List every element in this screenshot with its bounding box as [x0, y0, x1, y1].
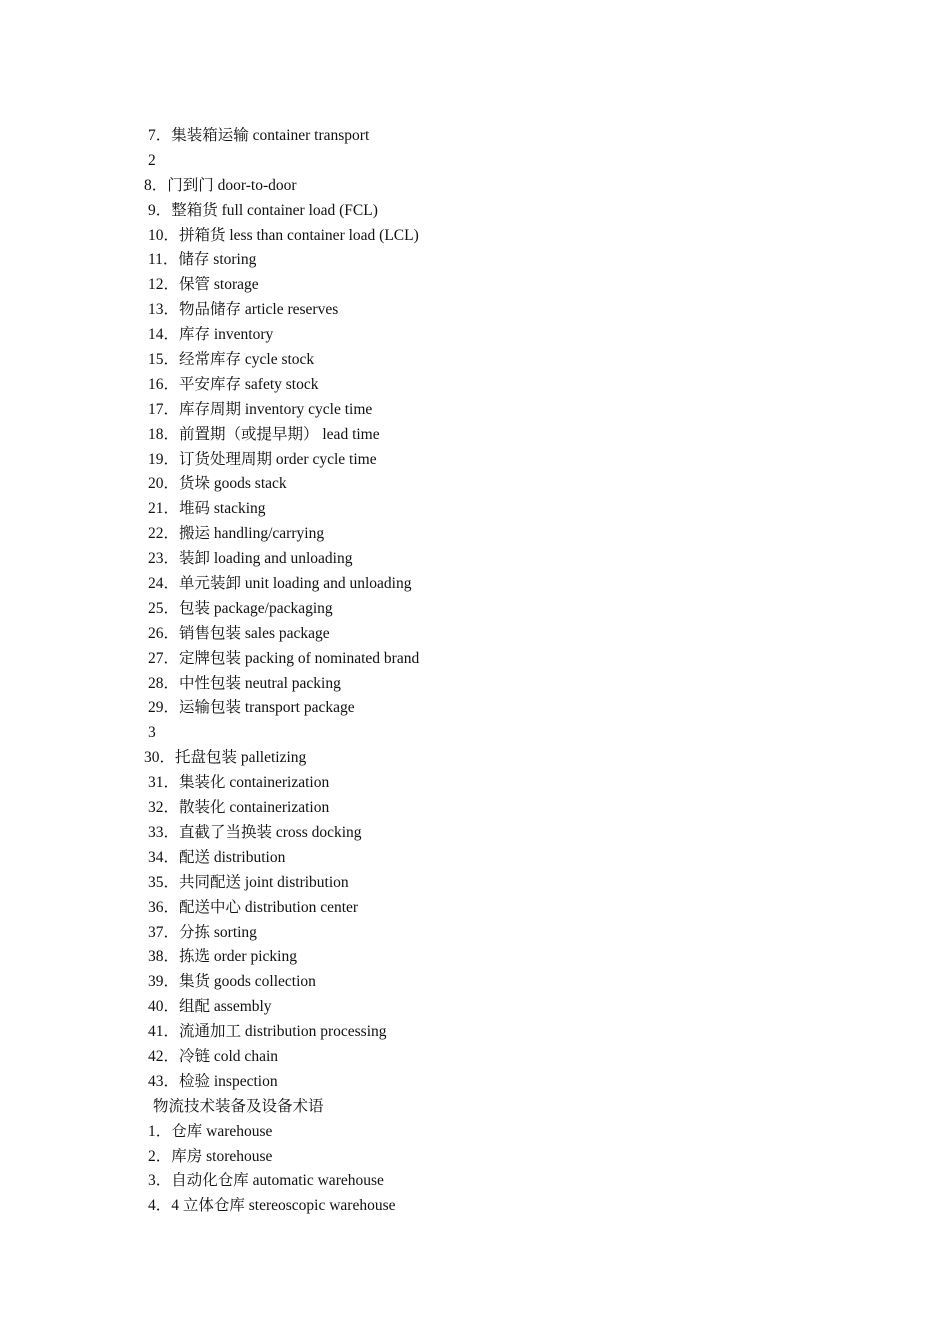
term-line-36: 36．配送中心 distribution center [148, 898, 359, 916]
equipment-term-line-3: 3．自动化仓库 automatic warehouse [148, 1172, 384, 1190]
term-line-39: 39．集货 goods collection [148, 973, 316, 991]
term-line-20: 20．货垛 goods stack [148, 475, 287, 493]
term-line-43: 43．检验 inspection [148, 1072, 278, 1090]
page-number-3: 3 [148, 724, 156, 742]
term-line-16: 16．平安库存 safety stock [148, 375, 319, 393]
term-line-11: 11．储存 storing [148, 251, 257, 269]
term-line-41: 41．流通加工 distribution processing [148, 1023, 387, 1041]
term-line-38: 38．拣选 order picking [148, 948, 297, 966]
term-line-13: 13．物品储存 article reserves [148, 301, 339, 319]
term-line-25: 25．包装 package/packaging [148, 599, 333, 617]
term-list [0, 124, 950, 1219]
term-line-10: 10．拼箱货 less than container load (LCL) [148, 226, 419, 244]
term-line-21: 21．堆码 stacking [148, 500, 266, 518]
term-line-23: 23．装卸 loading and unloading [148, 550, 353, 568]
term-line-40: 40．组配 assembly [148, 998, 272, 1016]
term-line-37: 37．分拣 sorting [148, 923, 257, 941]
term-line-28: 28．中性包装 neutral packing [148, 674, 341, 692]
term-line-12: 12．保管 storage [148, 276, 259, 294]
term-line-27: 27．定牌包装 packing of nominated brand [148, 649, 420, 667]
term-line-26: 26．销售包装 sales package [148, 624, 330, 642]
section-heading: 物流技术装备及设备术语 [153, 1097, 324, 1115]
term-line-18: 18．前置期（或提早期） lead time [148, 425, 380, 443]
equipment-term-line-4: 4．4 立体仓库 stereoscopic warehouse [148, 1197, 396, 1215]
term-line-15: 15．经常库存 cycle stock [148, 351, 315, 369]
term-line-14: 14．库存 inventory [148, 326, 274, 344]
term-line-34: 34．配送 distribution [148, 848, 286, 866]
term-line-42: 42．冷链 cold chain [148, 1047, 279, 1065]
page-number-2: 2 [148, 151, 156, 169]
term-line-32: 32．散装化 containerization [148, 799, 330, 817]
term-line-30: 30．托盘包装 palletizing [144, 749, 307, 767]
term-line-35: 35．共同配送 joint distribution [148, 873, 349, 891]
term-line-9: 9．整箱货 full container load (FCL) [148, 201, 378, 219]
term-line-33: 33．直截了当换装 cross docking [148, 823, 362, 841]
term-line-31: 31．集装化 containerization [148, 774, 330, 792]
equipment-term-line-2: 2．库房 storehouse [148, 1147, 273, 1165]
equipment-term-line-1: 1．仓库 warehouse [148, 1122, 273, 1140]
term-line-17: 17．库存周期 inventory cycle time [148, 400, 373, 418]
term-line-8: 8．门到门 door-to-door [144, 176, 297, 194]
term-line-22: 22．搬运 handling/carrying [148, 525, 325, 543]
term-line-24: 24．单元装卸 unit loading and unloading [148, 575, 412, 593]
term-line-19: 19．订货处理周期 order cycle time [148, 450, 377, 468]
term-line-29: 29．运输包装 transport package [148, 699, 355, 717]
term-line-7: 7．集装箱运输 container transport [148, 127, 370, 144]
